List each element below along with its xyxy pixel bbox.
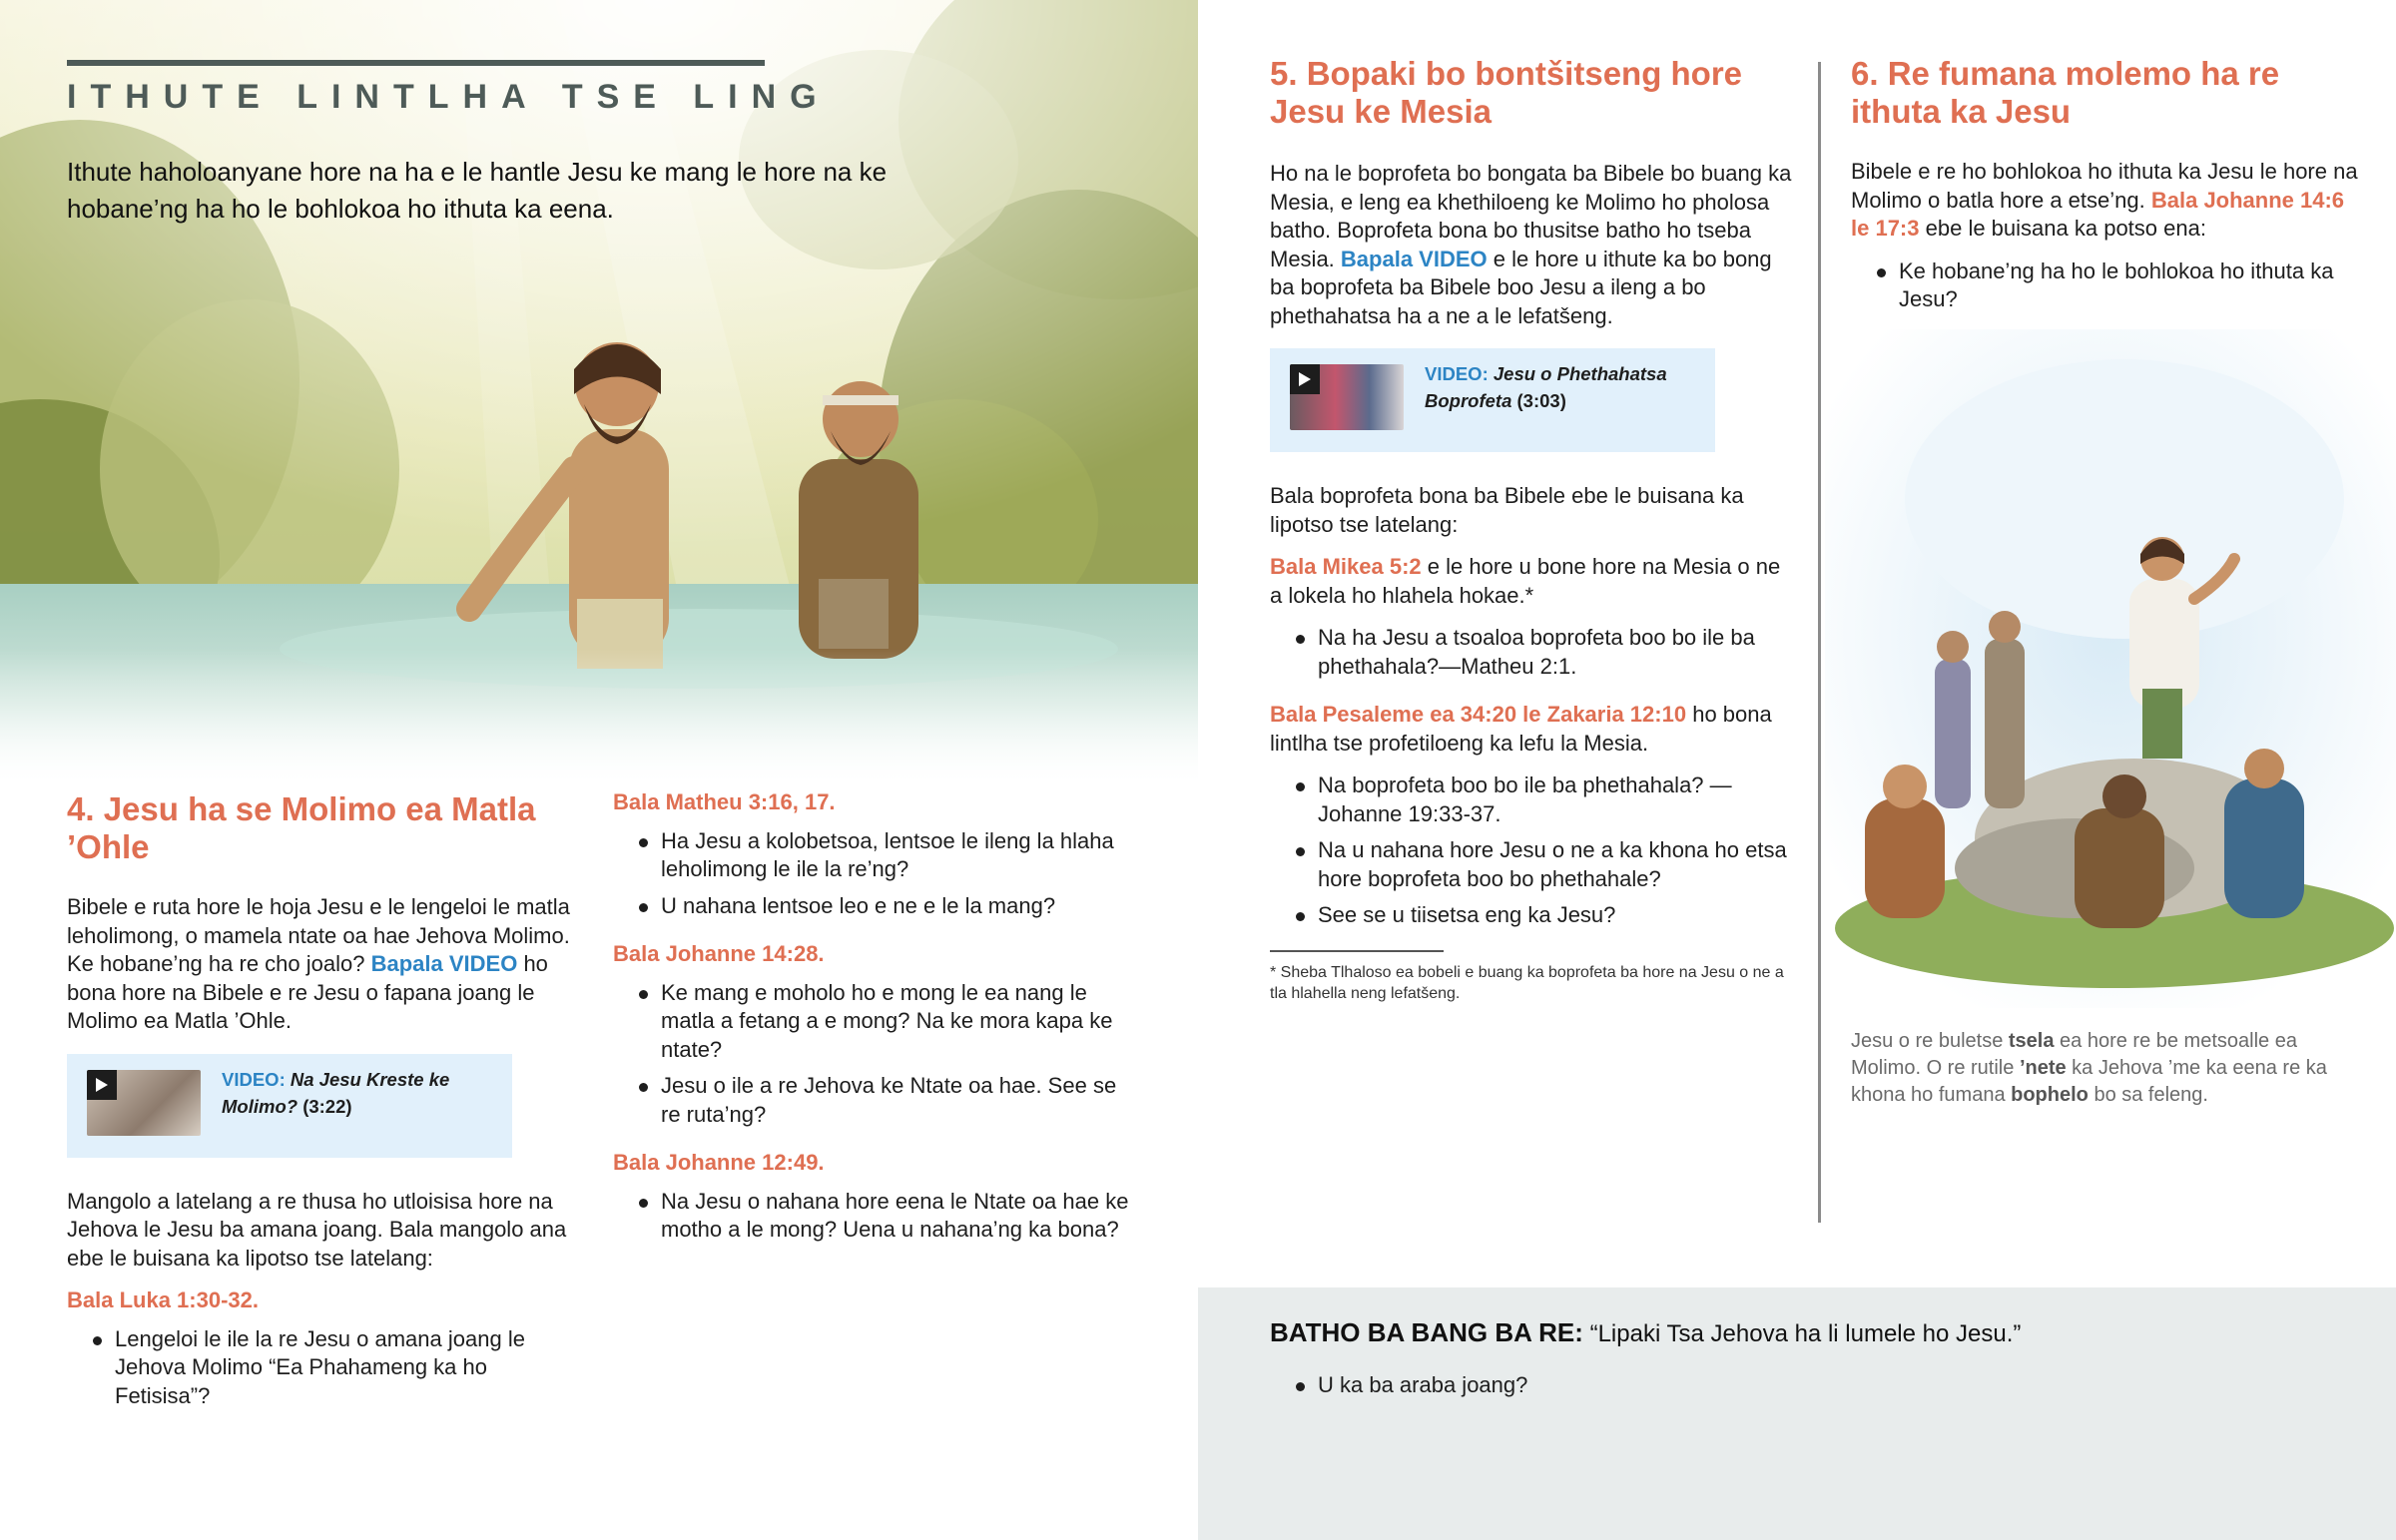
play-icon[interactable] — [1290, 364, 1320, 394]
baptism-illustration — [0, 0, 1198, 788]
section-6-text: Bibele e re ho bohlokoa ho ithuta ka Jesu le hore na Molimo o batla hore a etse’ng. — [1851, 159, 2358, 213]
question-item: U nahana lentsoe leo e ne e le la mang? — [613, 892, 1132, 921]
psalm-text: ho bona lintlha tse profetiloeng ka lefu la Mesia. — [1270, 702, 1772, 756]
question-item: Ke mang e moholo ho e mong le ea nang le matla a fetang a e mong? Na ke mora kapa ke ntate? — [613, 979, 1132, 1065]
question-item: Na ha Jesu a tsoaloa boprofeta boo bo ile ba phethahala?—Matheu 2:1. — [1270, 624, 1793, 681]
caption-text: ka Jehova ’me ka eena re ka khona ho fumana — [1851, 1057, 2327, 1106]
discussion-heading — [1270, 1317, 2021, 1348]
question-list-section-6 — [1851, 257, 2360, 314]
video-duration: (3:22) — [302, 1095, 352, 1117]
video-label: VIDEO: — [222, 1068, 286, 1090]
video-card-jesus-god[interactable] — [67, 1054, 512, 1158]
section-4-text-after: ho bona hore na Bibele e re Jesu o fapana joang le Molimo ea Matla ’Ohle. — [67, 951, 548, 1033]
question-item: Na Jesu o nahana hore eena le Ntate oa hae ke motho a le mong? Uena u nahana’ng ka bona? — [613, 1188, 1132, 1245]
question-item: See se u tiisetsa eng ka Jesu? — [1270, 901, 1793, 930]
video-title: Jesu o Phethahatsa Boprofeta — [1425, 363, 1667, 411]
video-title: Na Jesu Kreste ke Molimo? — [222, 1068, 450, 1117]
discussion-quote: “Lipaki Tsa Jehova ha li lumele ho Jesu.” — [1582, 1320, 2022, 1347]
section-5-title: 5. Bopaki bo bontšitseng hore Jesu ke Mesia — [1270, 55, 1743, 130]
section-4-text: Bibele e ruta hore le hoja Jesu e le lengeloi le matla leholimong, o mamela ntate oa hae Jehova Molimo. Ke hobane’ng ha re cho joalo? — [67, 894, 570, 976]
caption-text: ea hore re be metsoalle ea Molimo. O re rutile — [1851, 1030, 2297, 1079]
question-item: Na u nahana hore Jesu o ne a ka khona ho etsa hore boprofeta boo bo phethahale? — [1270, 836, 1793, 893]
footnote: * Sheba Tlhaloso ea bobeli e buang ka boprofeta ba hore na Jesu o ne a tla hlahella neng lefatšeng. — [1270, 963, 1784, 1002]
section-4-paragraph-2: Mangolo a latelang a re thusa ho utloisisa hore na Jehova le Jesu ba amana joang. Bala mangolo ana ebe le buisana ka lipotso tse latelang: — [67, 1188, 567, 1271]
right-page — [1198, 0, 2396, 1540]
section-6-title: 6. Re fumana molemo ha re ithuta ka Jesu — [1851, 55, 2280, 130]
caption-bold: bophelo — [2011, 1084, 2089, 1106]
discussion-label: BATHO BA BANG BA RE: — [1270, 1317, 1583, 1347]
section-6-body — [1851, 158, 2360, 334]
scripture-ref-micah[interactable]: Bala Mikea 5:2 — [1270, 554, 1422, 579]
question-list-micah — [1270, 624, 1793, 681]
play-icon[interactable] — [87, 1070, 117, 1100]
scripture-ref-luke[interactable]: Bala Luka 1:30-32. — [67, 1287, 259, 1312]
section-5-body — [1270, 160, 1793, 1018]
video-thumbnail[interactable] — [1290, 364, 1404, 430]
discussion-question-list — [1270, 1371, 2168, 1407]
section-5-text: Ho na le boprofeta bo bongata ba Bibele bo buang ka Mesia, e leng ea khethiloeng ke Molimo ho pholosa batho. Boprofeta bona bo thusitse batho ho tseba Mesia. — [1270, 161, 1792, 271]
section-4-title: 4. Jesu ha se Molimo ea Matla ’Ohle — [67, 790, 536, 865]
question-item: Lengeloi le ile la re Jesu o amana joang le Jehova Molimo “Ea Phahameng ka ho Fetisisa”? — [67, 1325, 574, 1411]
section-5-paragraph — [1270, 160, 1793, 330]
section-4-column-2 — [613, 788, 1132, 1265]
discussion-box — [1198, 1287, 2396, 1540]
kicker-rule — [67, 60, 765, 66]
question-list-luke — [67, 1325, 574, 1411]
question-item: Na boprofeta boo bo ile ba phethahala? —Johanne 19:33-37. — [1270, 771, 1793, 828]
caption-bold: tsela — [2008, 1030, 2055, 1052]
question-item: Jesu o ile a re Jehova ke Ntate oa hae. See se re ruta’ng? — [613, 1072, 1132, 1129]
play-video-link[interactable]: Bapala VIDEO — [1340, 246, 1488, 271]
section-5-micah-line — [1270, 553, 1793, 610]
video-thumbnail[interactable] — [87, 1070, 201, 1136]
section-5-paragraph-2: Bala boprofeta bona ba Bibele ebe le buisana ka lipotso tse latelang: — [1270, 483, 1744, 537]
question-list-john-14 — [613, 979, 1132, 1130]
caption-text: bo sa feleng. — [2088, 1084, 2208, 1106]
video-caption — [1425, 360, 1704, 414]
section-5-text-after: e le hore u ithute ka bo bong ba boprofeta ba Bibele boo Jesu a ileng a bo phethahatsa ha a ne a le lefatšeng. — [1270, 246, 1772, 328]
video-label: VIDEO: — [1425, 363, 1489, 384]
caption-text: Jesu o re buletse — [1851, 1030, 2009, 1052]
section-6-text-after: ebe le buisana ka potso ena: — [1925, 216, 2206, 241]
footnote-rule — [1270, 950, 1444, 952]
section-4-body — [67, 893, 574, 1430]
column-divider — [1818, 62, 1821, 1223]
scripture-ref-john-12[interactable]: Bala Johanne 12:49. — [613, 1150, 825, 1175]
video-card-prophecy[interactable] — [1270, 348, 1715, 452]
question-list-psalm — [1270, 771, 1793, 930]
caption-bold: ’nete — [2019, 1057, 2067, 1079]
scripture-ref-matthew[interactable]: Bala Matheu 3:16, 17. — [613, 789, 836, 814]
jesus-teaching-illustration — [1825, 329, 2396, 1008]
scripture-ref-john-14[interactable]: Bala Johanne 14:28. — [613, 941, 825, 966]
kicker-title: ITHUTE LINTLHA TSE LING — [67, 78, 831, 116]
micah-text: e le hore u bone hore na Mesia o ne a lokela ho hlahela hokae.* — [1270, 554, 1781, 608]
question-list-john-12 — [613, 1188, 1132, 1245]
video-duration: (3:03) — [1516, 390, 1566, 411]
video-caption — [222, 1066, 501, 1120]
question-item: U ka ba araba joang? — [1270, 1371, 2168, 1399]
question-item: Ha Jesu a kolobetsoa, lentsoe le ileng la hlaha leholimong le ile la re’ng? — [613, 827, 1132, 884]
section-6-paragraph — [1851, 158, 2360, 244]
intro-text: Ithute haholoanyane hore na ha e le hantle Jesu ke mang le hore na ke hobane’ng ha ho le bohlokoa ho ithuta ka eena. — [67, 157, 888, 224]
section-5-psalm-line — [1270, 701, 1793, 758]
play-video-link[interactable]: Bapala VIDEO — [370, 951, 518, 976]
section-4-paragraph — [67, 893, 574, 1036]
scripture-ref-psalm[interactable]: Bala Pesaleme ea 34:20 le Zakaria 12:10 — [1270, 702, 1687, 727]
question-item: Ke hobane’ng ha ho le bohlokoa ho ithuta ka Jesu? — [1851, 257, 2360, 314]
question-list-matthew — [613, 827, 1132, 921]
illustration-caption — [1851, 1028, 2370, 1109]
scripture-ref-john-14-6[interactable]: Bala Johanne 14:6 le 17:3 — [1851, 187, 2345, 241]
